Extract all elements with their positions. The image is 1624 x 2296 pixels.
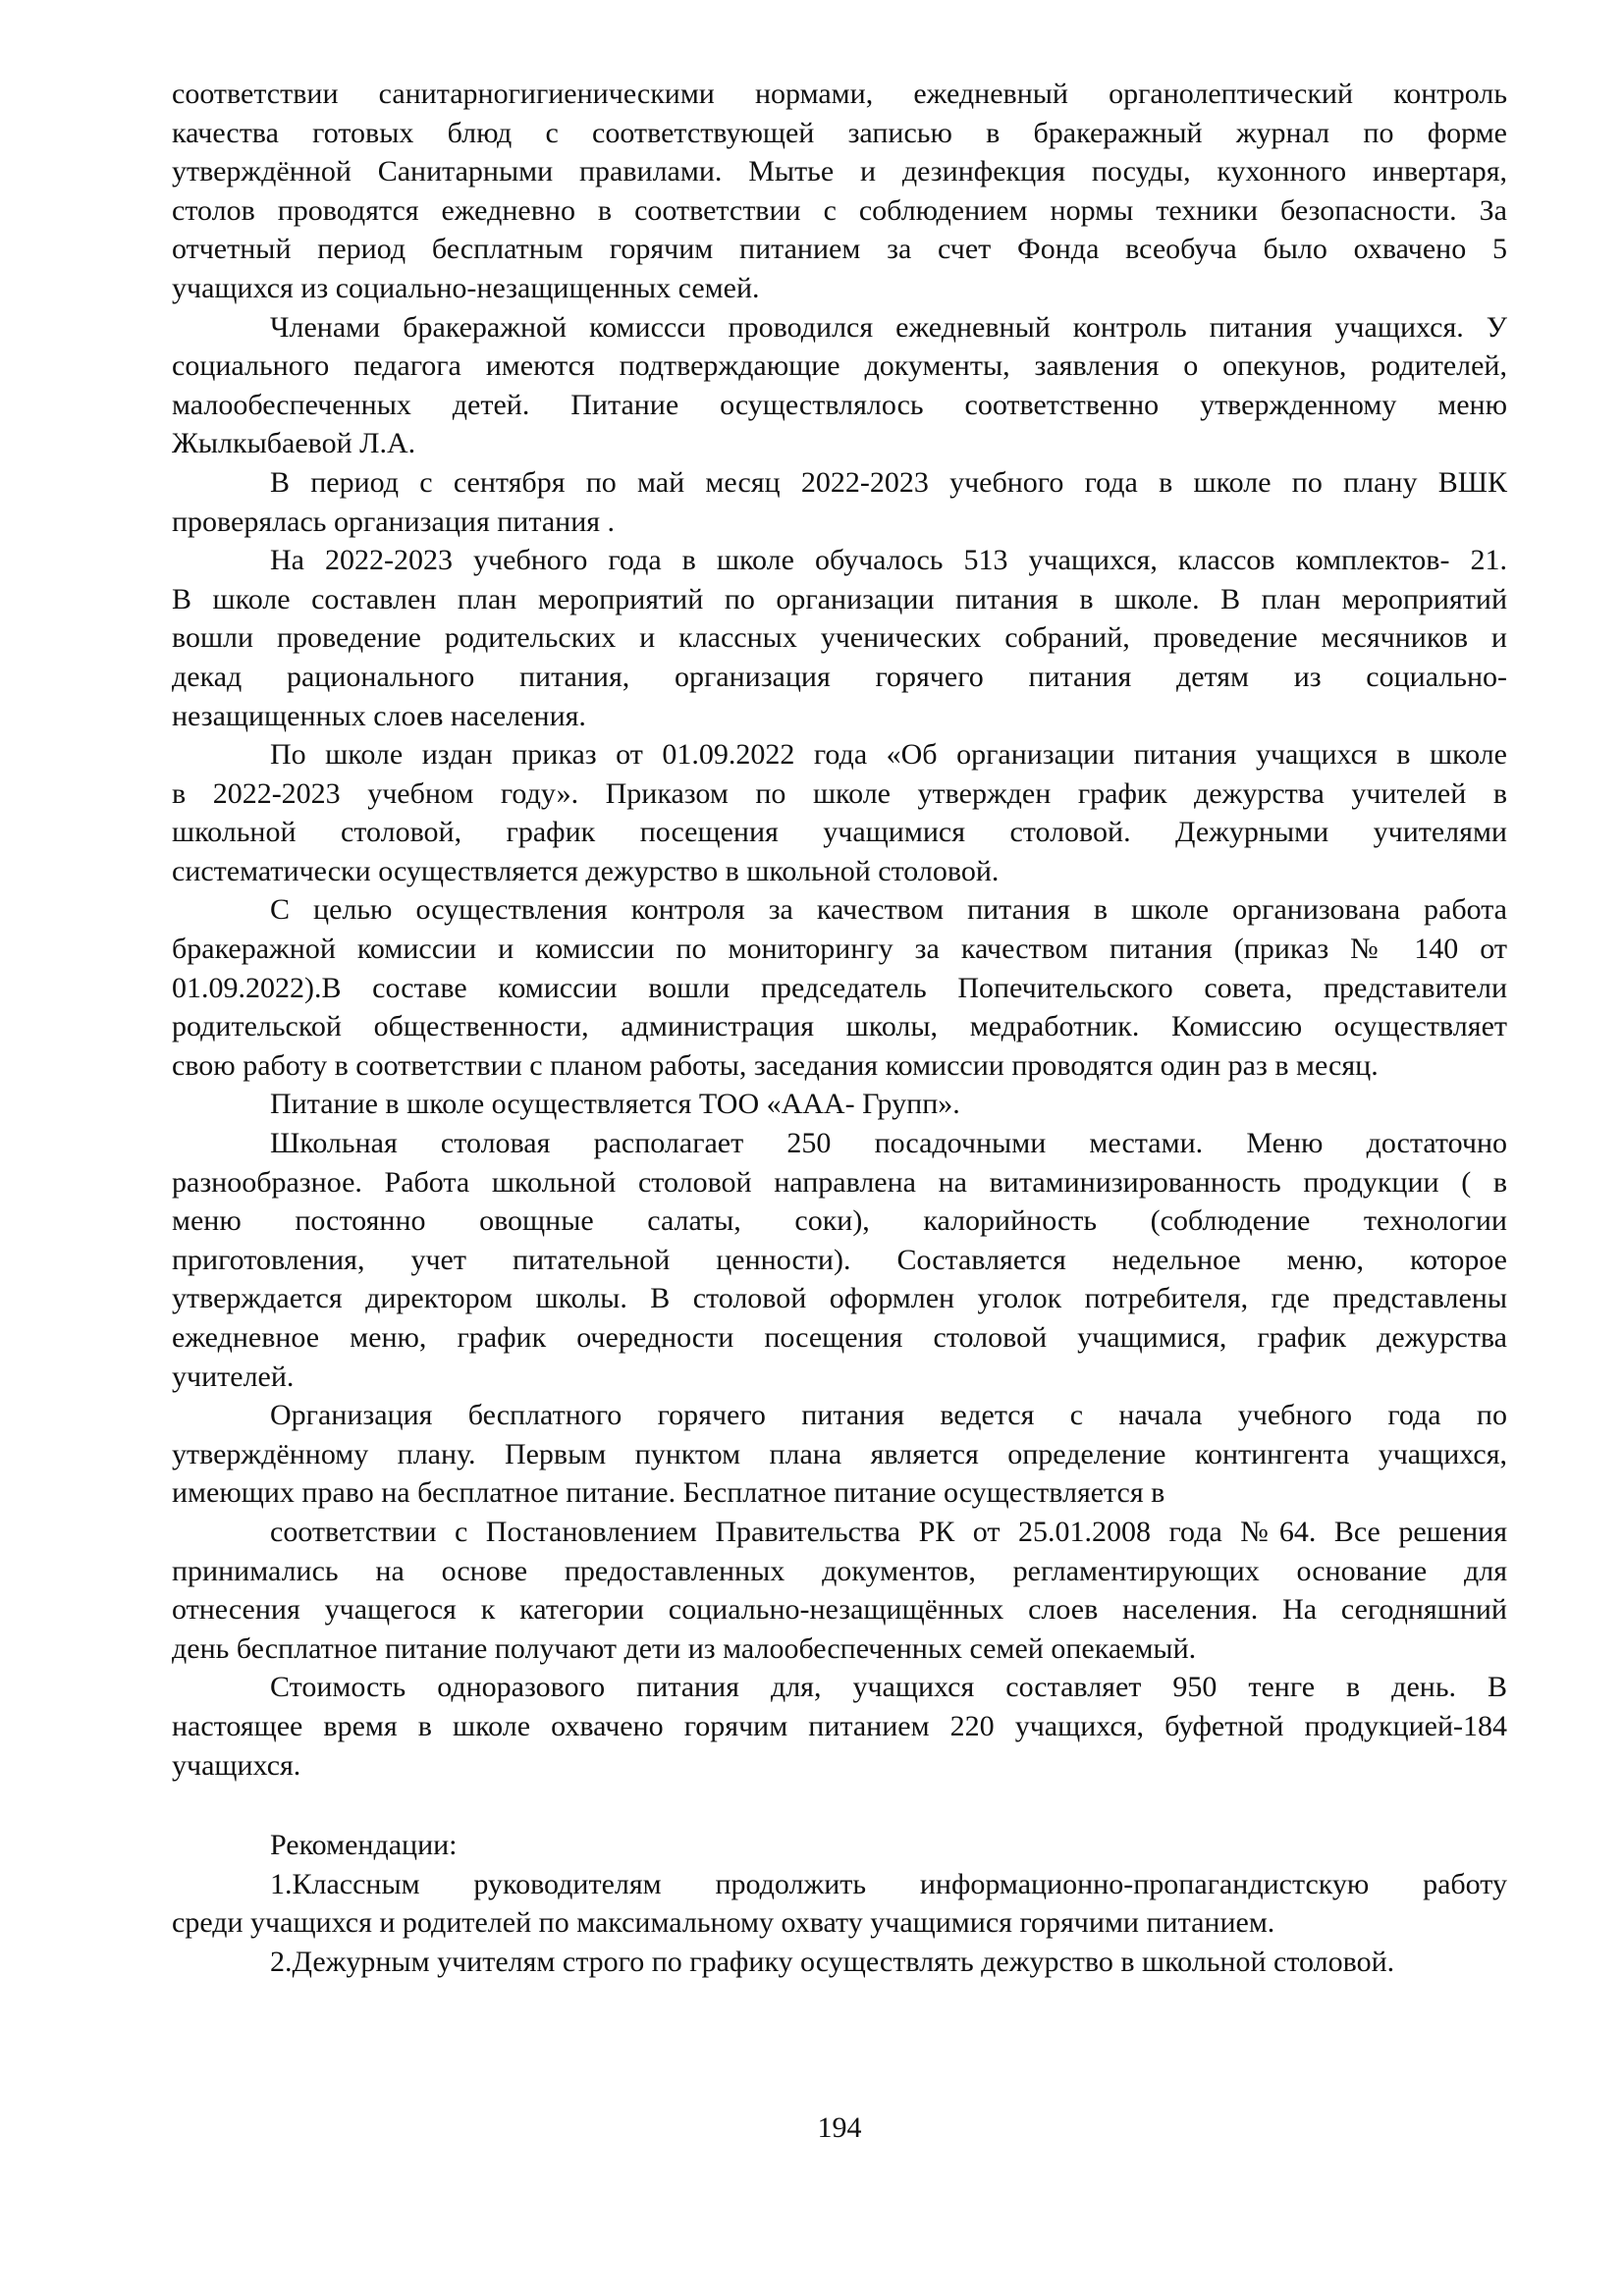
text-line: Стоимость одноразового питания для, учащихся составляет 950 тенге в день. В	[270, 1671, 1507, 1704]
text-line: свою работу в соответствии с планом работы, заседания комиссии проводятся один раз в месяц.	[172, 1048, 1379, 1082]
paragraph	[172, 1865, 1507, 1943]
text-line: школьной столовой, график посещения учащимися столовой. Дежурными учителями	[172, 816, 1507, 849]
document-body	[172, 75, 1507, 1982]
text-line: учителей.	[172, 1360, 295, 1393]
text-line: качества готовых блюд с соответствующей записью в бракеражный журнал по форме	[172, 116, 1507, 149]
text-line: настоящее время в школе охвачено горячим питанием 220 учащихся, буфетной продукцией-184	[172, 1709, 1507, 1742]
text-line: декад рационального питания, организация горячего питания детям из социально-	[172, 660, 1507, 693]
text-line: систематически осуществляется дежурство в школьной столовой.	[172, 854, 1000, 887]
text-line: 2.Дежурным учителям строго по графику осуществлять дежурство в школьной столовой.	[270, 1945, 1395, 1978]
text-line: утверждённому плану. Первым пунктом плана является определение контингента учащихся,	[172, 1437, 1507, 1470]
text-line: Школьная столовая располагает 250 посадочными местами. Меню достаточно	[270, 1127, 1507, 1160]
paragraph	[172, 1085, 1507, 1124]
text-line: день бесплатное питание получают дети из малообеспеченных семей опекаемый.	[172, 1631, 1197, 1665]
text-line: соответствии с Постановлением Правительства РК от 25.01.2008 года №64. Все решения	[270, 1515, 1507, 1548]
paragraph	[172, 1943, 1507, 1982]
text-line: Рекомендации:	[270, 1829, 458, 1862]
text-line: приготовления, учет питательной ценности). Составляется недельное меню, которое	[172, 1243, 1507, 1276]
text-line: утверждается директором школы. В столовой оформлен уголок потребителя, где представлены	[172, 1282, 1507, 1315]
text-line: проверялась организация питания .	[172, 505, 616, 538]
text-line: имеющих право на бесплатное питание. Бесплатное питание осуществляется в	[172, 1476, 1165, 1510]
text-line: социального педагога имеются подтверждающие документы, заявления о опекунов, родителей,	[172, 349, 1507, 383]
text-line: На 2022-2023 учебного года в школе обучалось 513 учащихся, классов комплектов- 21.	[270, 544, 1507, 577]
text-line: Питание в школе осуществляется ТОО «ААА- Групп».	[270, 1088, 960, 1121]
text-line: С целью осуществления контроля за качеством питания в школе организована работа	[270, 893, 1507, 927]
paragraph	[172, 1513, 1507, 1668]
paragraph	[172, 735, 1507, 890]
text-line: отчетный период бесплатным горячим питанием за счет Фонда всеобуча было охвачено 5	[172, 233, 1507, 266]
paragraph	[172, 1668, 1507, 1785]
text-line: По школе издан приказ от 01.09.2022 года «Об организации питания учащихся в школе	[270, 738, 1507, 772]
text-line: отнесения учащегося к категории социально-незащищённых слоев населения. На сегодняшний	[172, 1593, 1507, 1627]
text-line: столов проводятся ежедневно в соответствии с соблюдением нормы техники безопасности. За	[172, 193, 1507, 227]
text-line: учащихся из социально-незащищенных семей.	[172, 271, 760, 304]
text-line: соответствии санитарногигиеническими нормами, ежедневный органолептический контроль	[172, 78, 1507, 110]
text-line: вошли проведение родительских и классных ученических собраний, проведение месячников и	[172, 621, 1507, 655]
paragraph	[172, 541, 1507, 735]
paragraph	[172, 463, 1507, 541]
paragraph	[172, 1124, 1507, 1396]
paragraph	[172, 1826, 1507, 1865]
text-line: 01.09.2022).В составе комиссии вошли председатель Попечительского совета, представители	[172, 971, 1507, 1004]
paragraph	[172, 308, 1507, 463]
paragraph	[172, 75, 1507, 308]
page-number: 194	[817, 2111, 862, 2144]
paragraph	[172, 1396, 1507, 1513]
text-line: Жылкыбаевой Л.А.	[172, 427, 416, 460]
text-line: принимались на основе предоставленных документов, регламентирующих основание для	[172, 1554, 1507, 1587]
text-line: учащихся.	[172, 1748, 301, 1782]
text-line: В период с сентября по май месяц 2022-2023 учебного года в школе по плану ВШК	[270, 465, 1507, 499]
text-line: утверждённой Санитарными правилами. Мытье и дезинфекция посуды, кухонного инвертаря,	[172, 155, 1507, 188]
text-line: малообеспеченных детей. Питание осуществлялось соответственно утвержденному меню	[172, 388, 1507, 421]
text-line: в 2022-2023 учебном году». Приказом по школе утвержден график дежурства учителей в	[172, 776, 1507, 810]
text-line: 1.Классным руководителям продолжить информационно-пропагандистскую работу	[270, 1867, 1507, 1900]
text-line: меню постоянно овощные салаты, соки), калорийность (соблюдение технологии	[172, 1204, 1507, 1238]
text-line: Организация бесплатного горячего питания ведется с начала учебного года по	[270, 1399, 1507, 1432]
text-line: ежедневное меню, график очередности посещения столовой учащимися, график дежурства	[172, 1321, 1507, 1354]
paragraph	[172, 890, 1507, 1085]
text-line: среди учащихся и родителей по максимальному охвату учащимися горячими питанием.	[172, 1906, 1275, 1940]
text-line: разнообразное. Работа школьной столовой направлена на витаминизированность продукции ( в	[172, 1165, 1507, 1199]
text-line: бракеражной комиссии и комиссии по мониторингу за качеством питания (приказ № 140 от	[172, 933, 1507, 966]
text-line: Членами бракеражной комиссси проводился ежедневный контроль питания учащихся. У	[270, 310, 1507, 344]
text-line: незащищенных слоев населения.	[172, 699, 586, 732]
text-line: В школе составлен план мероприятий по организации питания в школе. В план мероприятий	[172, 582, 1507, 615]
text-line: родительской общественности, администрация школы, медработник. Комиссию осуществляет	[172, 1010, 1507, 1043]
